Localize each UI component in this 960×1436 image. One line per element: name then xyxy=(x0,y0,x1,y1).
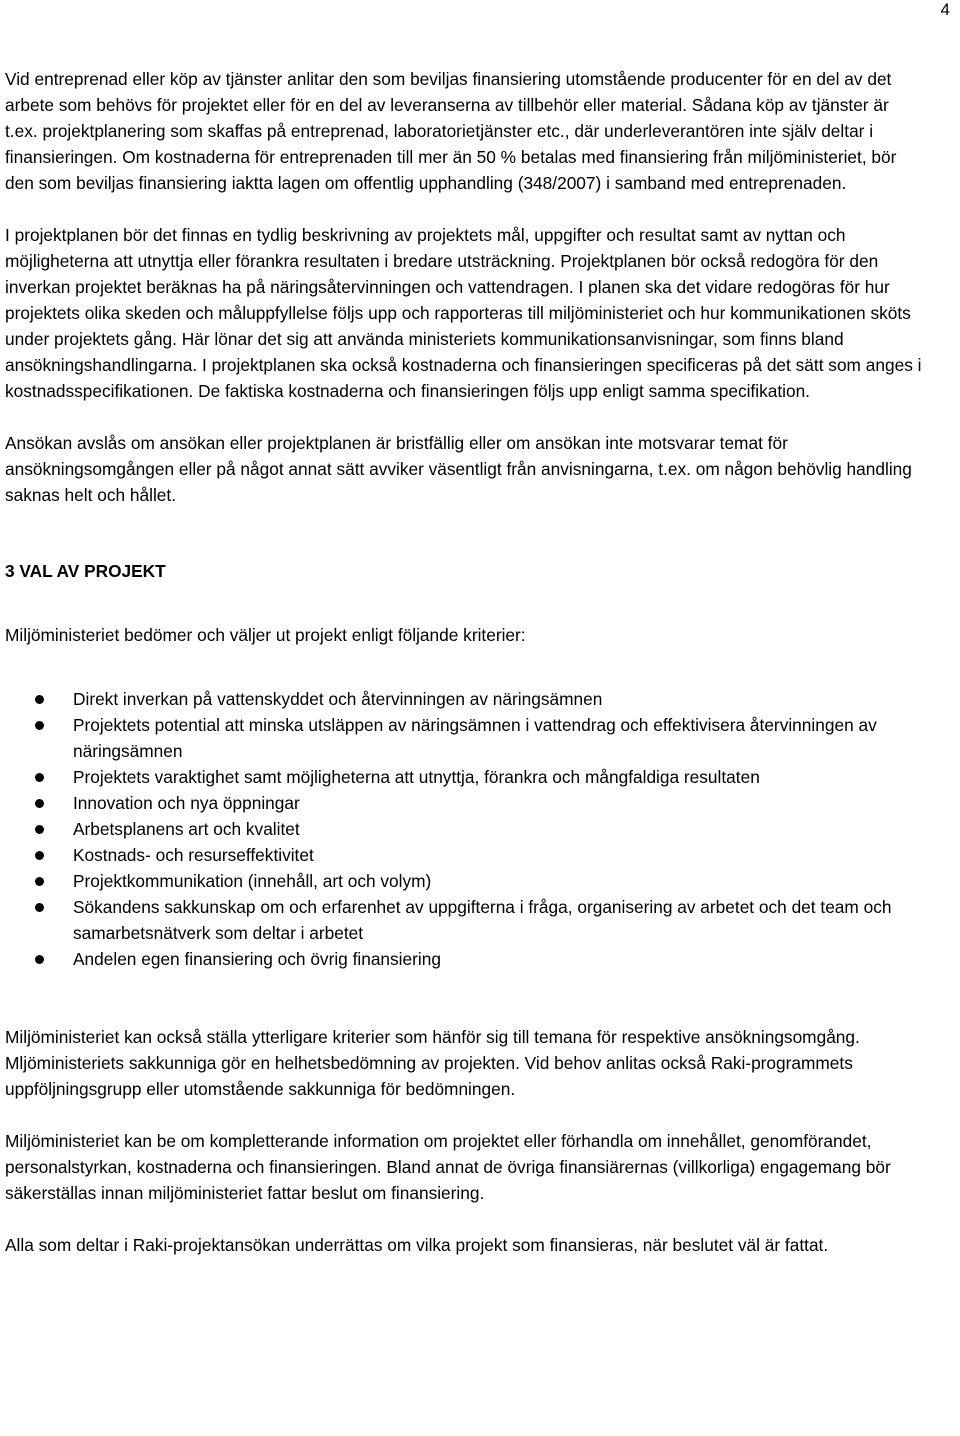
paragraph-project-plan: I projektplanen bör det finnas en tydlig beskrivning av projektets mål, uppgifter och resultat samt av nyttan och möjligheterna att utnyttja eller förankra resultaten i bredare utsträckning. Projektplanen bör också redogöra för den inverkan projektet beräknas ha på näringsåtervinningen och vattendragen. I planen ska det vidare redogöras för hur projektets olika skeden och måluppfyllelse följs upp och rapporteras till miljöministeriet och hur kommunikationen sköts under projektets gång. Här lönar det sig att använda ministeriets kommunikationsanvisningar, som finns bland ansökningshandlingarna. I projektplanen ska också kostnaderna och finansieringen specificeras på det sätt som anges i kostnadsspecifikationen. De faktiska kostnaderna och finansieringen följs upp enligt samma specifikation. xyxy=(5,225,922,401)
bullet-icon xyxy=(35,773,44,782)
bullet-icon xyxy=(35,799,44,808)
document-body xyxy=(5,66,925,1284)
list-item xyxy=(5,946,925,972)
bullet-icon xyxy=(35,903,44,912)
bullet-icon xyxy=(35,721,44,730)
bullet-icon xyxy=(35,955,44,964)
criteria-list xyxy=(5,686,925,972)
list-item xyxy=(5,816,925,842)
list-item xyxy=(5,764,925,790)
list-item-text: Kostnads- och resurseffektivitet xyxy=(73,845,314,865)
list-item-text: Innovation och nya öppningar xyxy=(73,793,300,813)
paragraph-supplementary-info: Miljöministeriet kan be om kompletterande information om projektet eller förhandla om innehållet, genomförandet, personalstyrkan, kostnaderna och finansieringen. Bland annat de övriga finansiärernas (villkorliga) engagemang bör säkerställas innan miljöministeriet fattar beslut om finansiering. xyxy=(5,1131,891,1203)
list-item xyxy=(5,868,925,894)
list-item-text: Projektkommunikation (innehåll, art och volym) xyxy=(73,871,432,891)
list-item-text: Projektets potential att minska utsläppen av näringsämnen i vattendrag och effektivisera återvinningen av näringsämnen xyxy=(73,715,877,761)
list-item xyxy=(5,894,925,946)
list-item xyxy=(5,842,925,868)
list-item xyxy=(5,686,925,712)
paragraph-rejection: Ansökan avslås om ansökan eller projektplanen är bristfällig eller om ansökan inte motsvarar temat för ansökningsomgången eller på något annat sätt avviker väsentligt från anvisningarna, t.ex. om någon behövlig handling saknas helt och hållet. xyxy=(5,433,912,505)
paragraph-notification: Alla som deltar i Raki-projektansökan underrättas om vilka projekt som finansieras, när beslutet väl är fattat. xyxy=(5,1235,829,1255)
section-heading: 3 VAL AV PROJEKT xyxy=(5,561,166,581)
bullet-icon xyxy=(35,877,44,886)
list-item-text: Projektets varaktighet samt möjligheterna att utnyttja, förankra och mångfaldiga resultaten xyxy=(73,767,760,787)
list-item-text: Andelen egen finansiering och övrig finansiering xyxy=(73,949,441,969)
page-number: 4 xyxy=(940,0,950,19)
list-item xyxy=(5,712,925,764)
bullet-icon xyxy=(35,851,44,860)
list-item-text: Arbetsplanens art och kvalitet xyxy=(73,819,300,839)
criteria-intro: Miljöministeriet bedömer och väljer ut projekt enligt följande kriterier: xyxy=(5,625,526,645)
paragraph-subcontracting: Vid entreprenad eller köp av tjänster anlitar den som beviljas finansiering utomstående producenter för en del av det arbete som behövs för projektet eller för en del av leveranserna av tillbehör eller material. Sådana köp av tjänster är t.ex. projektplanering som skaffas på entreprenad, laboratorietjänster etc., där underleverantören inte själv deltar i finansieringen. Om kostnaderna för entreprenaden till mer än 50 % betalas med finansiering från miljöministeriet, bör den som beviljas finansiering iaktta lagen om offentlig upphandling (348/2007) i samband med entreprenaden. xyxy=(5,69,897,193)
list-item xyxy=(5,790,925,816)
bullet-icon xyxy=(35,695,44,704)
list-item-text: Sökandens sakkunskap om och erfarenhet av uppgifterna i fråga, organisering av arbetet och det team och samarbetsnätverk som deltar i arbetet xyxy=(73,897,892,943)
paragraph-additional-criteria: Miljöministeriet kan också ställa ytterligare kriterier som hänför sig till temana för respektive ansökningsomgång. Mljöministeriets sakkunniga gör en helhetsbedömning av projekten. Vid behov anlitas också Raki-programmets uppföljningsgrupp eller utomstående sakkunniga för bedömningen. xyxy=(5,1027,860,1099)
bullet-icon xyxy=(35,825,44,834)
list-item-text: Direkt inverkan på vattenskyddet och återvinningen av näringsämnen xyxy=(73,689,603,709)
